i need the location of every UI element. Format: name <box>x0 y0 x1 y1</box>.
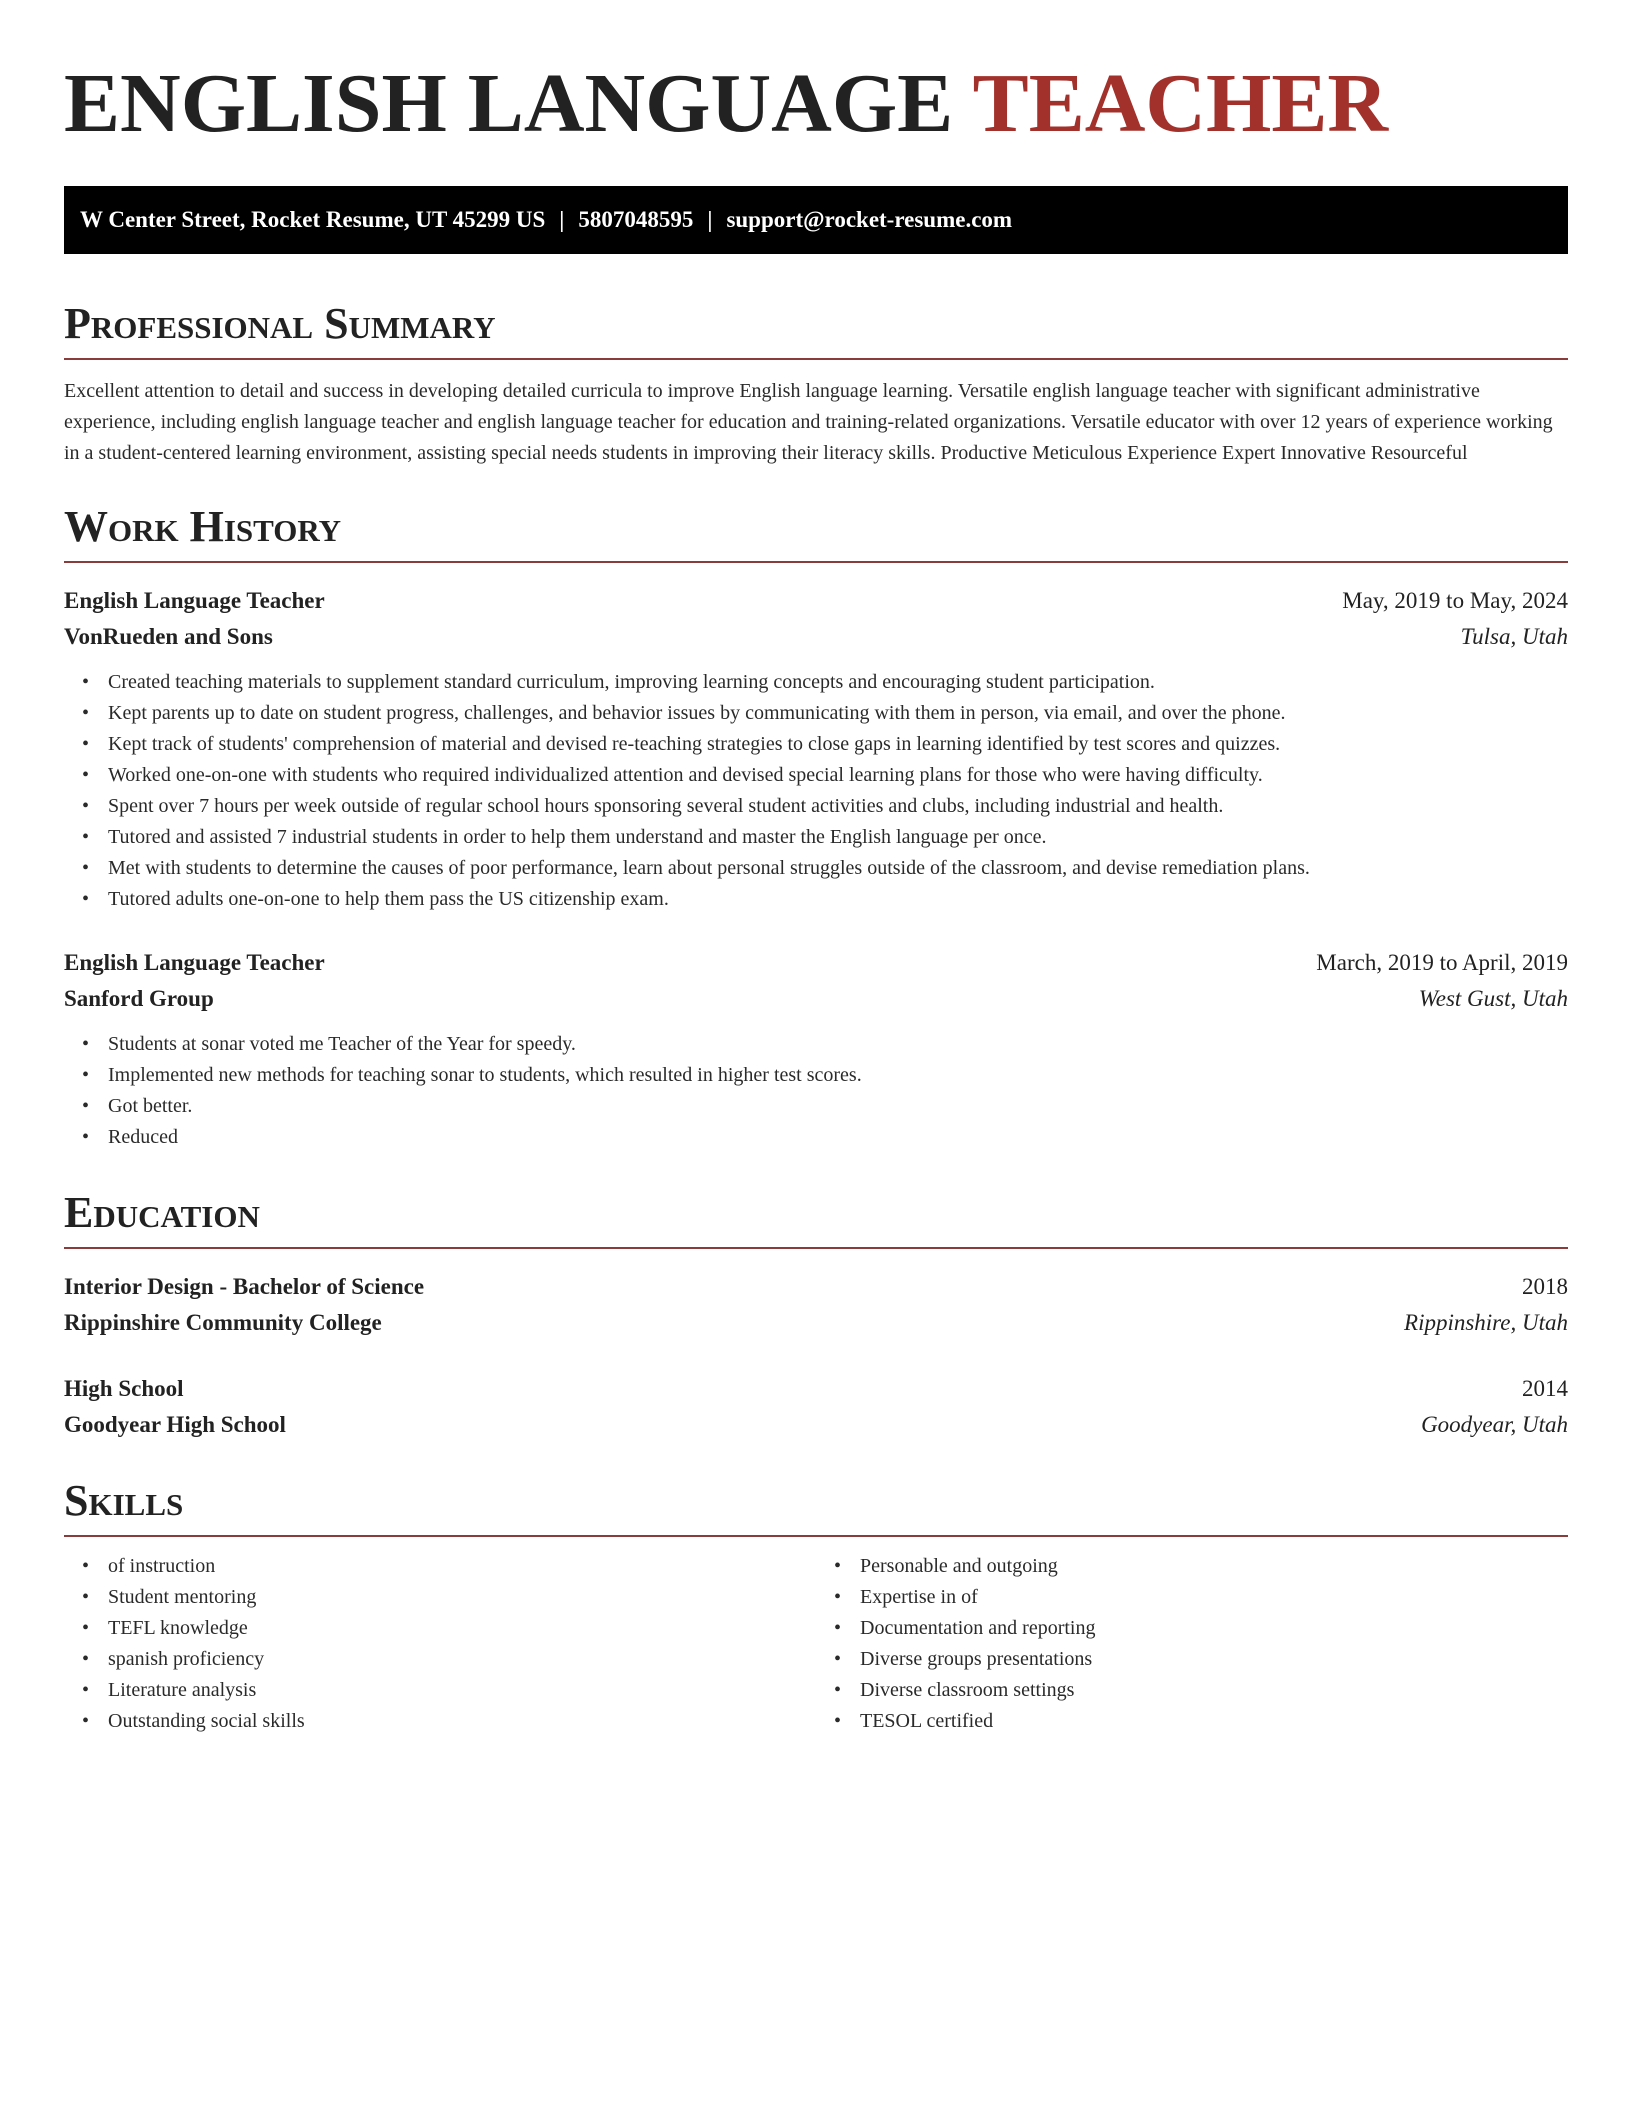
summary-text: Excellent attention to detail and success in developing detailed curricula to improve English language learning. Versatile english language teacher with significant administrative experience, including english language teacher and english language teacher for education and training-related organizations. Versatile educator with over 12 years of experience working in a student-centered learning environment, assisting special needs students in improving their literacy skills. Productive Meticulous Experience Expert Innovative Resourceful <box>64 380 1553 464</box>
list-item: • Implemented new methods for teaching sonar to students, which resulted in higher test scores. <box>108 1060 1568 1091</box>
skills-heading: Skills <box>64 1476 184 1525</box>
list-item: • Worked one-on-one with students who required individualized attention and devised special learning plans for those who were having difficulty. <box>108 760 1568 791</box>
list-item: • Spent over 7 hours per week outside of regular school hours sponsoring several student activities and clubs, including industrial and health. <box>108 791 1568 822</box>
list-item: • Met with students to determine the causes of poor performance, learn about personal struggles outside of the classroom, and devise remediation plans. <box>108 853 1568 884</box>
job-entry <box>64 583 1568 915</box>
education-entry <box>64 1371 1568 1443</box>
list-item: • Tutored and assisted 7 industrial students in order to help them understand and master the English language per once. <box>108 822 1568 853</box>
section-divider <box>64 1247 1568 1249</box>
job-header-row <box>64 583 1568 619</box>
skill-item: • Diverse groups presentations <box>860 1644 1568 1675</box>
skill-item: • Documentation and reporting <box>860 1613 1568 1644</box>
education-entry <box>64 1269 1568 1341</box>
skill-item: • Outstanding social skills <box>108 1706 816 1737</box>
skills-grid <box>64 1551 1568 1737</box>
job-company: Sanford Group <box>64 986 214 1011</box>
job-dates: March, 2019 to April, 2019 <box>1316 950 1568 975</box>
skill-item: • Expertise in of <box>860 1582 1568 1613</box>
list-item: • Students at sonar voted me Teacher of the Year for speedy. <box>108 1029 1568 1060</box>
contact-separator: | <box>707 207 713 232</box>
skill-item: • of instruction <box>108 1551 816 1582</box>
job-role: English Language Teacher <box>64 588 325 613</box>
education-location: Goodyear, Utah <box>1421 1412 1568 1437</box>
education-degree: High School <box>64 1376 184 1401</box>
resume-title <box>64 52 1568 156</box>
job-company-row <box>64 981 1568 1017</box>
job-dates: May, 2019 to May, 2024 <box>1342 588 1568 613</box>
job-location: Tulsa, Utah <box>1460 624 1568 649</box>
contact-phone[interactable]: 5807048595 <box>578 207 694 232</box>
education-school-row <box>64 1305 1568 1341</box>
skill-item: • Diverse classroom settings <box>860 1675 1568 1706</box>
job-role: English Language Teacher <box>64 950 325 975</box>
education-school-row <box>64 1407 1568 1443</box>
list-item: • Reduced <box>108 1122 1568 1153</box>
list-item: • Tutored adults one-on-one to help them pass the US citizenship exam. <box>108 884 1568 915</box>
list-item: • Created teaching materials to supplement standard curriculum, improving learning concepts and encouraging student participation. <box>108 667 1568 698</box>
education-degree-row <box>64 1371 1568 1407</box>
contact-address: W Center Street, Rocket Resume, UT 45299 US <box>80 207 546 232</box>
education-location: Rippinshire, Utah <box>1404 1310 1568 1335</box>
section-divider <box>64 358 1568 360</box>
skill-item: • TESOL certified <box>860 1706 1568 1737</box>
title-accent: TEACHER <box>972 57 1389 150</box>
education-degree-row <box>64 1269 1568 1305</box>
section-divider <box>64 561 1568 563</box>
education-heading: Education <box>64 1188 260 1237</box>
summary-heading: Professional Summary <box>64 299 496 348</box>
job-company-row <box>64 619 1568 655</box>
education-degree: Interior Design - Bachelor of Science <box>64 1274 425 1299</box>
list-item: • Kept parents up to date on student progress, challenges, and behavior issues by communicating with them in person, via email, and over the phone. <box>108 698 1568 729</box>
skills-list-right <box>816 1551 1568 1737</box>
education-school: Goodyear High School <box>64 1412 286 1437</box>
education-year: 2018 <box>1522 1274 1568 1299</box>
skill-item: • Literature analysis <box>108 1675 816 1706</box>
list-item: • Kept track of students' comprehension of material and devised re-teaching strategies to close gaps in learning identified by test scores and quizzes. <box>108 729 1568 760</box>
list-item: • Got better. <box>108 1091 1568 1122</box>
section-divider <box>64 1535 1568 1537</box>
skill-item: • Student mentoring <box>108 1582 816 1613</box>
title-main: ENGLISH LANGUAGE <box>64 57 954 150</box>
education-school: Rippinshire Community College <box>64 1310 382 1335</box>
skills-list-left <box>64 1551 816 1737</box>
contact-separator: | <box>559 207 565 232</box>
contact-email[interactable]: support@rocket-resume.com <box>726 207 1013 232</box>
job-company: VonRueden and Sons <box>64 624 273 649</box>
work-history-heading: Work History <box>64 502 342 551</box>
skill-item: • Personable and outgoing <box>860 1551 1568 1582</box>
skill-item: • spanish proficiency <box>108 1644 816 1675</box>
job-header-row <box>64 945 1568 981</box>
job-bullets <box>64 667 1568 915</box>
skill-item: • TEFL knowledge <box>108 1613 816 1644</box>
job-location: West Gust, Utah <box>1418 986 1568 1011</box>
education-year: 2014 <box>1522 1376 1568 1401</box>
job-entry <box>64 945 1568 1153</box>
contact-bar <box>64 186 1568 254</box>
job-bullets <box>64 1029 1568 1153</box>
